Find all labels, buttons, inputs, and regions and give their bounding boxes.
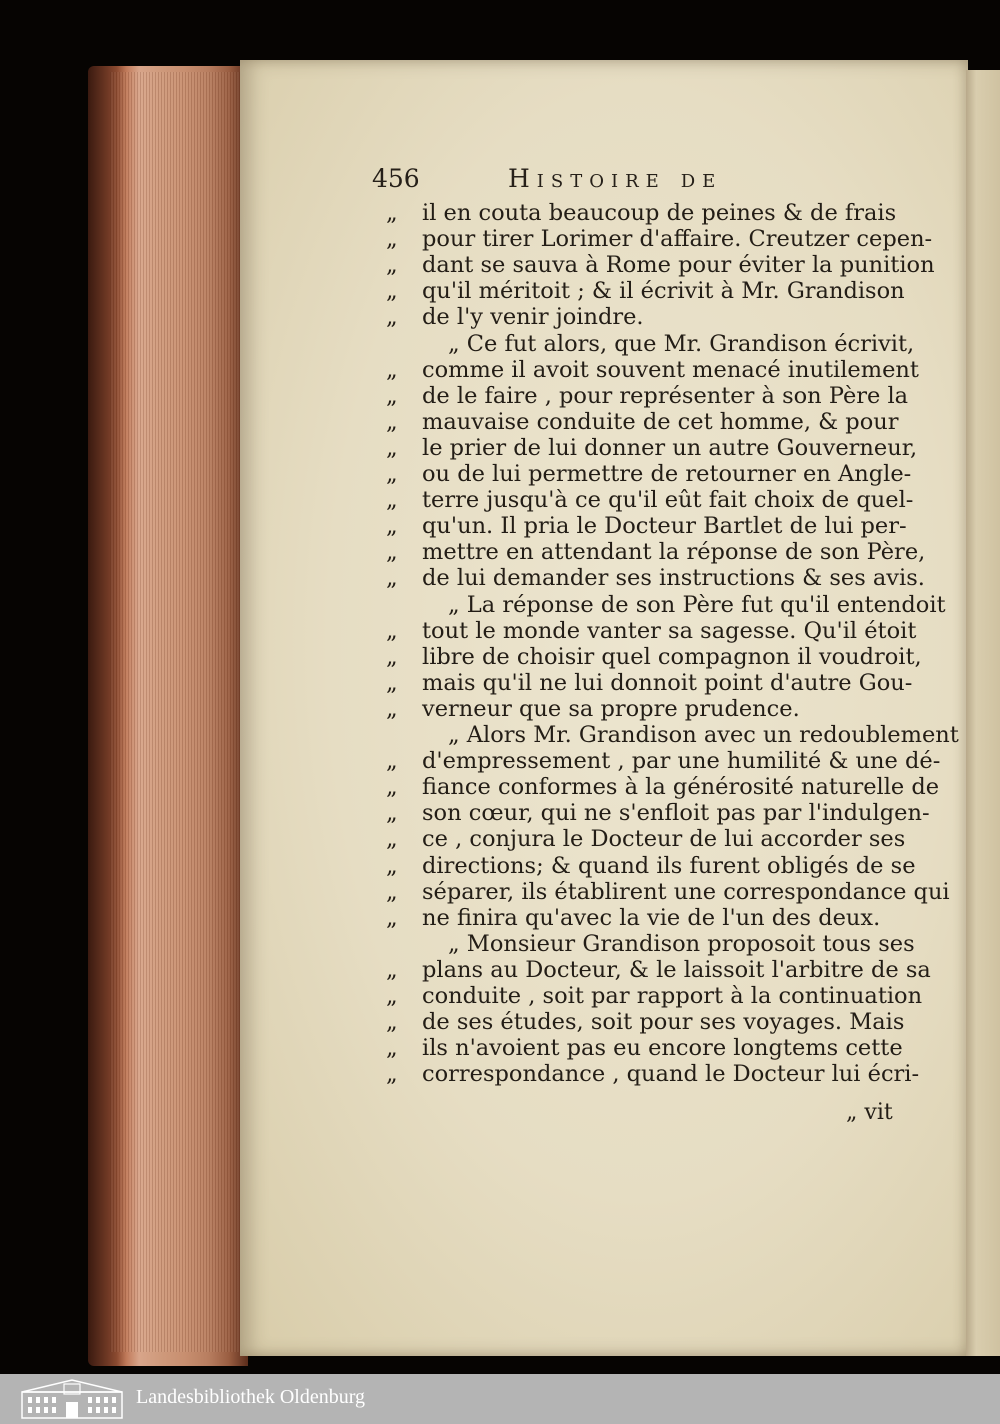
library-name: Landesbibliothek Oldenburg xyxy=(136,1386,366,1408)
text-line xyxy=(386,1061,919,1088)
quote-mark: „ xyxy=(386,1035,398,1062)
line-text: mettre en attendant la réponse de son Père, xyxy=(422,539,926,566)
quote-mark: „ xyxy=(386,200,398,226)
text-line xyxy=(386,879,950,906)
text-line xyxy=(386,383,908,410)
text-line xyxy=(386,487,913,514)
quote-mark: „ xyxy=(386,278,398,305)
line-text: verneur que sa propre prudence. xyxy=(422,695,800,722)
quote-mark: „ xyxy=(386,695,398,722)
text-line xyxy=(386,853,916,880)
line-text: son cœur, qui ne s'enfloit pas par l'indulgen- xyxy=(422,800,930,827)
page-header xyxy=(372,164,922,198)
line-text: „ La réponse de son Père fut qu'il entendoit xyxy=(448,591,946,618)
line-text: „ Alors Mr. Grandison avec un redoublement xyxy=(448,722,959,748)
library-logo-icon xyxy=(20,1378,124,1420)
text-line xyxy=(386,539,925,566)
catchword: „ vit xyxy=(846,1100,893,1125)
text-line xyxy=(386,722,959,749)
quote-mark: „ xyxy=(386,800,398,827)
quote-mark: „ xyxy=(386,539,398,566)
text-line xyxy=(386,1035,903,1062)
line-text: „ Monsieur Grandison proposoit tous ses xyxy=(448,930,915,957)
quote-mark: „ xyxy=(386,513,398,540)
quote-mark: „ xyxy=(386,748,398,775)
text-line xyxy=(386,905,880,932)
line-text: pour tirer Lorimer d'affaire. Creutzer cepen- xyxy=(422,226,933,253)
line-text: ils n'avoient pas eu encore longtems cette xyxy=(422,1035,903,1062)
quote-mark: „ xyxy=(386,252,398,279)
quote-mark: „ xyxy=(386,226,398,253)
text-line xyxy=(386,435,917,462)
text-line xyxy=(386,826,905,853)
running-title: Histoire de xyxy=(508,164,723,193)
text-line xyxy=(386,592,946,619)
next-page-edge xyxy=(966,70,1000,1356)
line-text: „ Ce fut alors, que Mr. Grandison écrivit, xyxy=(448,330,915,357)
text-line xyxy=(386,983,922,1010)
text-line xyxy=(386,565,925,592)
page-number: 456 xyxy=(372,164,420,193)
quote-mark: „ xyxy=(386,956,398,983)
line-text: de ses études, soit pour ses voyages. Mais xyxy=(422,1009,905,1036)
quote-mark: „ xyxy=(386,461,398,487)
text-line xyxy=(386,748,940,775)
text-line xyxy=(386,331,914,358)
quote-mark: „ xyxy=(386,434,398,461)
text-line xyxy=(386,1009,904,1036)
text-line xyxy=(386,800,930,827)
quote-mark: „ xyxy=(386,1009,398,1036)
line-text: séparer, ils établirent une correspondance qui xyxy=(422,878,950,905)
line-text: le prier de lui donner un autre Gouverneur, xyxy=(422,434,918,461)
text-line xyxy=(386,957,931,984)
text-line xyxy=(386,670,912,697)
text-line xyxy=(386,461,911,488)
line-text: mais qu'il ne lui donnoit point d'autre Gou- xyxy=(422,669,913,696)
quote-mark: „ xyxy=(386,617,398,644)
line-text: ou de lui permettre de retourner en Angle- xyxy=(422,461,912,487)
line-text: qu'un. Il pria le Docteur Bartlet de lui per- xyxy=(422,513,907,540)
line-text: de lui demander ses instructions & ses avis. xyxy=(422,565,925,592)
text-line xyxy=(386,618,916,645)
quote-mark: „ xyxy=(386,356,398,383)
quote-mark: „ xyxy=(386,774,398,801)
page-fore-edge xyxy=(110,72,245,1352)
quote-mark: „ xyxy=(386,565,398,592)
line-text: plans au Docteur, & le laissoit l'arbitre de sa xyxy=(422,956,931,983)
text-line xyxy=(386,304,644,331)
text-line xyxy=(386,774,939,801)
quote-mark: „ xyxy=(386,408,398,435)
quote-mark: „ xyxy=(386,983,398,1009)
quote-mark: „ xyxy=(386,1061,398,1088)
line-text: il en couta beaucoup de peines & de frais xyxy=(422,200,897,226)
quote-mark: „ xyxy=(386,643,398,670)
text-line xyxy=(386,226,932,253)
quote-mark: „ xyxy=(386,852,398,879)
line-text: directions; & quand ils furent obligés de se xyxy=(422,852,916,879)
text-line xyxy=(386,931,915,958)
quote-mark: „ xyxy=(386,878,398,905)
line-text: conduite , soit par rapport à la continuation xyxy=(422,983,923,1009)
quote-mark: „ xyxy=(386,487,398,514)
line-text: libre de choisir quel compagnon il voudroit, xyxy=(422,643,922,670)
text-line xyxy=(386,409,899,436)
line-text: de le faire , pour représenter à son Père la xyxy=(422,382,909,409)
text-line xyxy=(386,696,800,723)
text-line xyxy=(386,252,935,279)
line-text: d'empressement , par une humilité & une dé- xyxy=(422,748,941,775)
text-line xyxy=(386,357,919,384)
quote-mark: „ xyxy=(386,304,398,331)
footer-bar xyxy=(0,1374,1000,1424)
quote-mark: „ xyxy=(386,904,398,931)
line-text: comme il avoit souvent menacé inutilement xyxy=(422,356,919,383)
text-line xyxy=(386,200,896,227)
line-text: terre jusqu'à ce qu'il eût fait choix de quel- xyxy=(422,487,914,514)
line-text: ne finira qu'avec la vie de l'un des deux. xyxy=(422,904,881,931)
text-line xyxy=(386,513,907,540)
line-text: tout le monde vanter sa sagesse. Qu'il étoit xyxy=(422,617,917,644)
line-text: ce , conjura le Docteur de lui accorder ses xyxy=(422,826,906,853)
quote-mark: „ xyxy=(386,826,398,853)
line-text: fiance conformes à la générosité naturelle de xyxy=(422,774,940,801)
line-text: correspondance , quand le Docteur lui écri- xyxy=(422,1061,920,1088)
line-text: mauvaise conduite de cet homme, & pour xyxy=(422,408,899,435)
line-text: de l'y venir joindre. xyxy=(422,304,644,331)
quote-mark: „ xyxy=(386,669,398,696)
quote-mark: „ xyxy=(386,382,398,409)
text-line xyxy=(386,644,922,671)
line-text: dant se sauva à Rome pour éviter la punition xyxy=(422,252,935,279)
line-text: qu'il méritoit ; & il écrivit à Mr. Grandison xyxy=(422,278,905,305)
text-line xyxy=(386,278,905,305)
